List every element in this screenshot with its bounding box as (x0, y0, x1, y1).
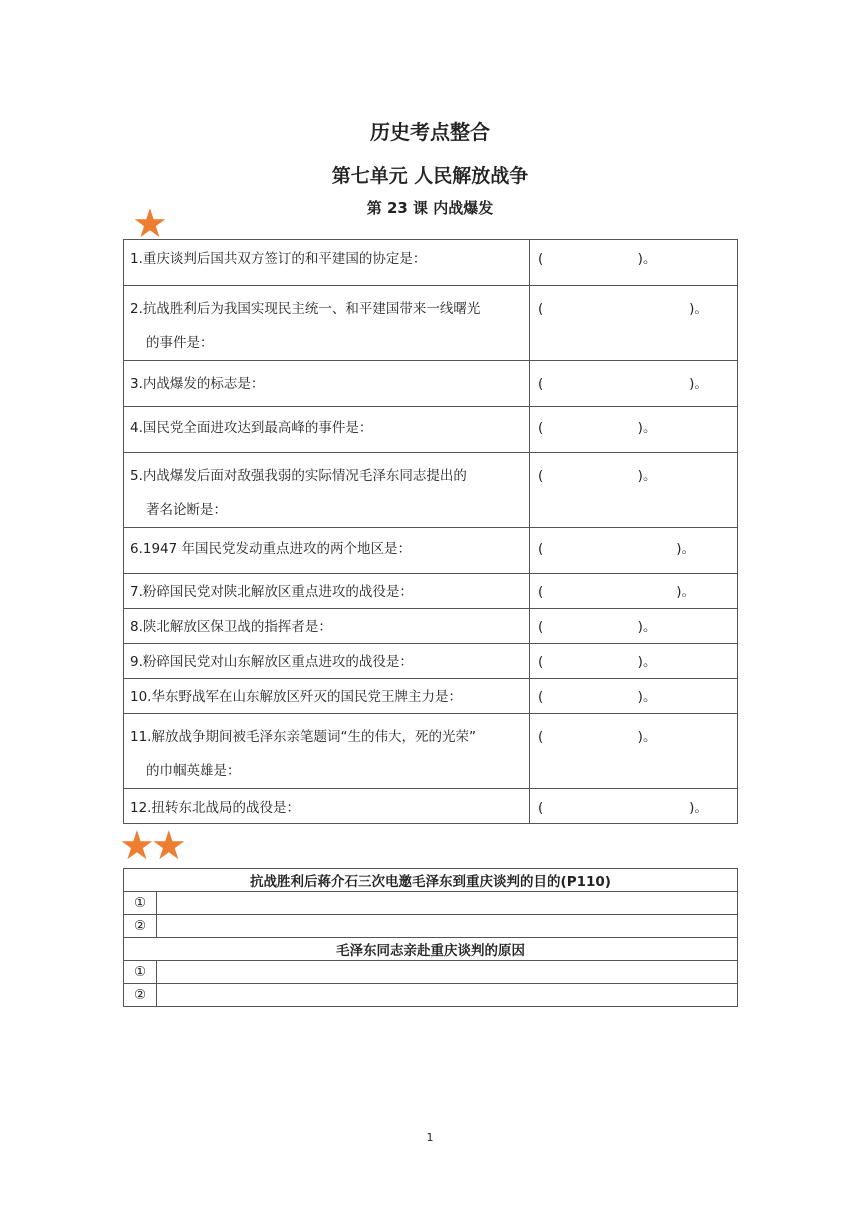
answer-cell[interactable] (530, 528, 738, 574)
question-text: 1.重庆谈判后国共双方签订的和平建国的协定是： (130, 251, 427, 267)
question-text: 2.抗战胜利后为我国实现民主统一、和平建国带来一线曙光 (130, 301, 481, 317)
answer-cell[interactable] (530, 644, 738, 679)
row-marker: ① (124, 892, 157, 915)
reason-heading: 毛泽东同志亲赴重庆谈判的原因 (124, 938, 738, 961)
question-cell (124, 644, 530, 679)
answer-cell[interactable] (157, 961, 738, 984)
question-text: 6.1947 年国民党发动重点进攻的两个地区是： (130, 541, 412, 557)
question-text: 11.解放战争期间被毛泽东亲笔题词“生的伟大，死的光荣” (130, 729, 476, 745)
question-cell (124, 714, 530, 789)
table-row (124, 915, 738, 938)
answer-blank[interactable]: ( )。 (538, 251, 657, 267)
answer-blank[interactable]: ( )。 (538, 584, 696, 600)
lesson-title: 第 23 课 内战爆发 (366, 199, 494, 217)
question-cell (124, 286, 530, 361)
table-row (124, 679, 738, 714)
table-row (124, 869, 738, 892)
table-row (124, 286, 738, 361)
main-title: 历史考点整合 (370, 120, 490, 144)
question-text: 12.扭转东北战局的战役是： (130, 800, 300, 816)
table-row (124, 938, 738, 961)
question-text: 3.内战爆发的标志是： (130, 376, 265, 392)
question-text: 9.粉碎国民党对山东解放区重点进攻的战役是： (130, 654, 413, 670)
answer-cell[interactable] (530, 240, 738, 286)
table-row (124, 892, 738, 915)
answer-cell[interactable] (530, 789, 738, 824)
answer-blank[interactable]: ( )。 (538, 420, 657, 436)
question-text-continued: 的事件是： (146, 335, 214, 351)
question-cell (124, 528, 530, 574)
table-row (124, 984, 738, 1007)
two-star-icon: ★★ (119, 823, 183, 869)
table-row (124, 789, 738, 824)
answer-blank[interactable]: ( )。 (538, 468, 657, 484)
unit-title: 第七单元 人民解放战争 (331, 165, 529, 187)
table-row (124, 361, 738, 407)
answer-cell[interactable] (157, 984, 738, 1007)
answer-blank[interactable]: ( )。 (538, 619, 657, 635)
questions-table (123, 239, 738, 824)
question-cell (124, 574, 530, 609)
table-row (124, 528, 738, 574)
question-cell (124, 240, 530, 286)
answer-cell[interactable] (530, 679, 738, 714)
table-row (124, 714, 738, 789)
table-row (124, 609, 738, 644)
answer-blank[interactable]: ( )。 (538, 689, 657, 705)
answer-cell[interactable] (157, 915, 738, 938)
question-text-continued: 的巾帼英雄是： (146, 763, 241, 779)
answer-cell[interactable] (530, 453, 738, 528)
question-text: 7.粉碎国民党对陕北解放区重点进攻的战役是： (130, 584, 413, 600)
answer-blank[interactable]: ( )。 (538, 729, 657, 745)
page-number: 1 (426, 1131, 434, 1144)
answer-blank[interactable]: ( )。 (538, 301, 708, 317)
purpose-heading: 抗战胜利后蒋介石三次电邀毛泽东到重庆谈判的目的(P110) (124, 869, 738, 892)
question-text: 5.内战爆发后面对敌强我弱的实际情况毛泽东同志提出的 (130, 468, 467, 484)
table-row (124, 961, 738, 984)
question-text: 4.国民党全面进攻达到最高峰的事件是： (130, 420, 373, 436)
question-text-continued: 著名论断是： (146, 502, 227, 518)
question-cell (124, 679, 530, 714)
row-marker: ② (124, 915, 157, 938)
one-star-icon: ★ (132, 201, 168, 247)
row-marker: ① (124, 961, 157, 984)
answer-cell[interactable] (530, 361, 738, 407)
table-row (124, 240, 738, 286)
table-row (124, 407, 738, 453)
table-row (124, 644, 738, 679)
answer-cell[interactable] (530, 574, 738, 609)
question-cell (124, 361, 530, 407)
row-marker: ② (124, 984, 157, 1007)
table-row (124, 574, 738, 609)
question-cell (124, 609, 530, 644)
answer-cell[interactable] (530, 286, 738, 361)
table-row (124, 453, 738, 528)
answer-cell[interactable] (530, 714, 738, 789)
question-cell (124, 407, 530, 453)
answer-blank[interactable]: ( )。 (538, 376, 708, 392)
question-cell (124, 453, 530, 528)
question-text: 8.陕北解放区保卫战的指挥者是： (130, 619, 332, 635)
answer-cell[interactable] (530, 407, 738, 453)
answer-blank[interactable]: ( )。 (538, 800, 708, 816)
question-text: 10.华东野战军在山东解放区歼灭的国民党王牌主力是： (130, 689, 462, 705)
answer-cell[interactable] (530, 609, 738, 644)
answer-blank[interactable]: ( )。 (538, 541, 696, 557)
question-cell (124, 789, 530, 824)
purpose-table (123, 868, 738, 1007)
answer-blank[interactable]: ( )。 (538, 654, 657, 670)
answer-cell[interactable] (157, 892, 738, 915)
